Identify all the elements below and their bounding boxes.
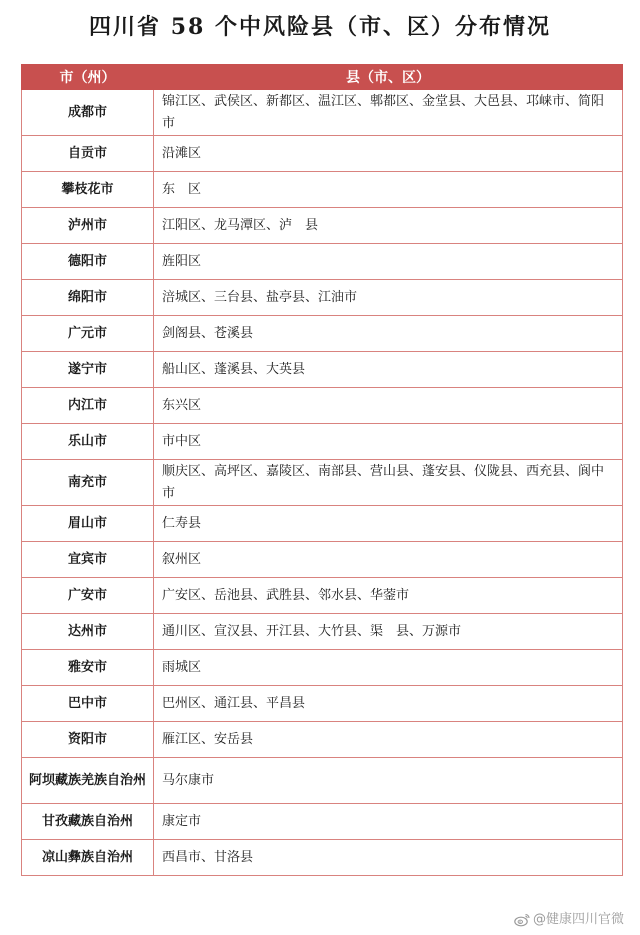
counties-cell: 雁江区、安岳县 (154, 722, 623, 758)
table-row (22, 172, 623, 208)
table-row (22, 388, 623, 424)
counties-cell: 剑阁县、苍溪县 (154, 316, 623, 352)
weibo-watermark (514, 911, 624, 929)
counties-cell: 船山区、蓬溪县、大英县 (154, 352, 623, 388)
city-cell: 资阳市 (22, 722, 154, 758)
table-row (22, 722, 623, 758)
city-cell: 宜宾市 (22, 542, 154, 578)
city-cell: 达州市 (22, 614, 154, 650)
table-header-row (22, 65, 623, 90)
page-title: 四川省 58 个中风险县（市、区）分布情况 (89, 14, 551, 40)
table-row (22, 280, 623, 316)
counties-cell: 马尔康市 (154, 758, 623, 804)
city-cell: 攀枝花市 (22, 172, 154, 208)
counties-cell: 西昌市、甘洛县 (154, 840, 623, 876)
counties-cell: 沿滩区 (154, 136, 623, 172)
city-cell: 德阳市 (22, 244, 154, 280)
city-cell: 眉山市 (22, 506, 154, 542)
city-cell: 巴中市 (22, 686, 154, 722)
header-counties: 县（市、区） (154, 65, 623, 90)
table-row (22, 244, 623, 280)
city-cell: 自贡市 (22, 136, 154, 172)
city-cell: 乐山市 (22, 424, 154, 460)
table-row (22, 352, 623, 388)
risk-area-table (21, 64, 623, 876)
table-row (22, 758, 623, 804)
table-row (22, 614, 623, 650)
city-cell: 泸州市 (22, 208, 154, 244)
city-cell: 内江市 (22, 388, 154, 424)
table-row (22, 542, 623, 578)
city-cell: 遂宁市 (22, 352, 154, 388)
table-row (22, 208, 623, 244)
counties-cell: 锦江区、武侯区、新都区、温江区、郫都区、金堂县、大邑县、邛崃市、简阳市 (154, 90, 623, 136)
table-row (22, 804, 623, 840)
table-row (22, 460, 623, 506)
city-cell: 雅安市 (22, 650, 154, 686)
city-cell: 广元市 (22, 316, 154, 352)
counties-cell: 涪城区、三台县、盐亭县、江油市 (154, 280, 623, 316)
counties-cell: 广安区、岳池县、武胜县、邻水县、华蓥市 (154, 578, 623, 614)
weibo-icon (514, 913, 530, 927)
counties-cell: 巴州区、通江县、平昌县 (154, 686, 623, 722)
city-cell: 南充市 (22, 460, 154, 506)
table-row (22, 316, 623, 352)
city-cell: 凉山彝族自治州 (22, 840, 154, 876)
counties-cell: 仁寿县 (154, 506, 623, 542)
counties-cell: 市中区 (154, 424, 623, 460)
counties-cell: 旌阳区 (154, 244, 623, 280)
table-row (22, 90, 623, 136)
table-row (22, 578, 623, 614)
city-cell: 甘孜藏族自治州 (22, 804, 154, 840)
city-cell: 阿坝藏族羌族自治州 (22, 758, 154, 804)
table-row (22, 840, 623, 876)
table-row (22, 650, 623, 686)
counties-cell: 通川区、宣汉县、开江县、大竹县、渠 县、万源市 (154, 614, 623, 650)
table-row (22, 506, 623, 542)
counties-cell: 江阳区、龙马潭区、泸 县 (154, 208, 623, 244)
header-city: 市（州） (22, 65, 154, 90)
counties-cell: 叙州区 (154, 542, 623, 578)
watermark-text: @健康四川官微 (532, 912, 624, 927)
counties-cell: 顺庆区、高坪区、嘉陵区、南部县、营山县、蓬安县、仪陇县、西充县、阆中市 (154, 460, 623, 506)
table-row (22, 424, 623, 460)
city-cell: 广安市 (22, 578, 154, 614)
city-cell: 成都市 (22, 90, 154, 136)
counties-cell: 东兴区 (154, 388, 623, 424)
counties-cell: 东 区 (154, 172, 623, 208)
city-cell: 绵阳市 (22, 280, 154, 316)
table-row (22, 686, 623, 722)
table-row (22, 136, 623, 172)
counties-cell: 康定市 (154, 804, 623, 840)
counties-cell: 雨城区 (154, 650, 623, 686)
